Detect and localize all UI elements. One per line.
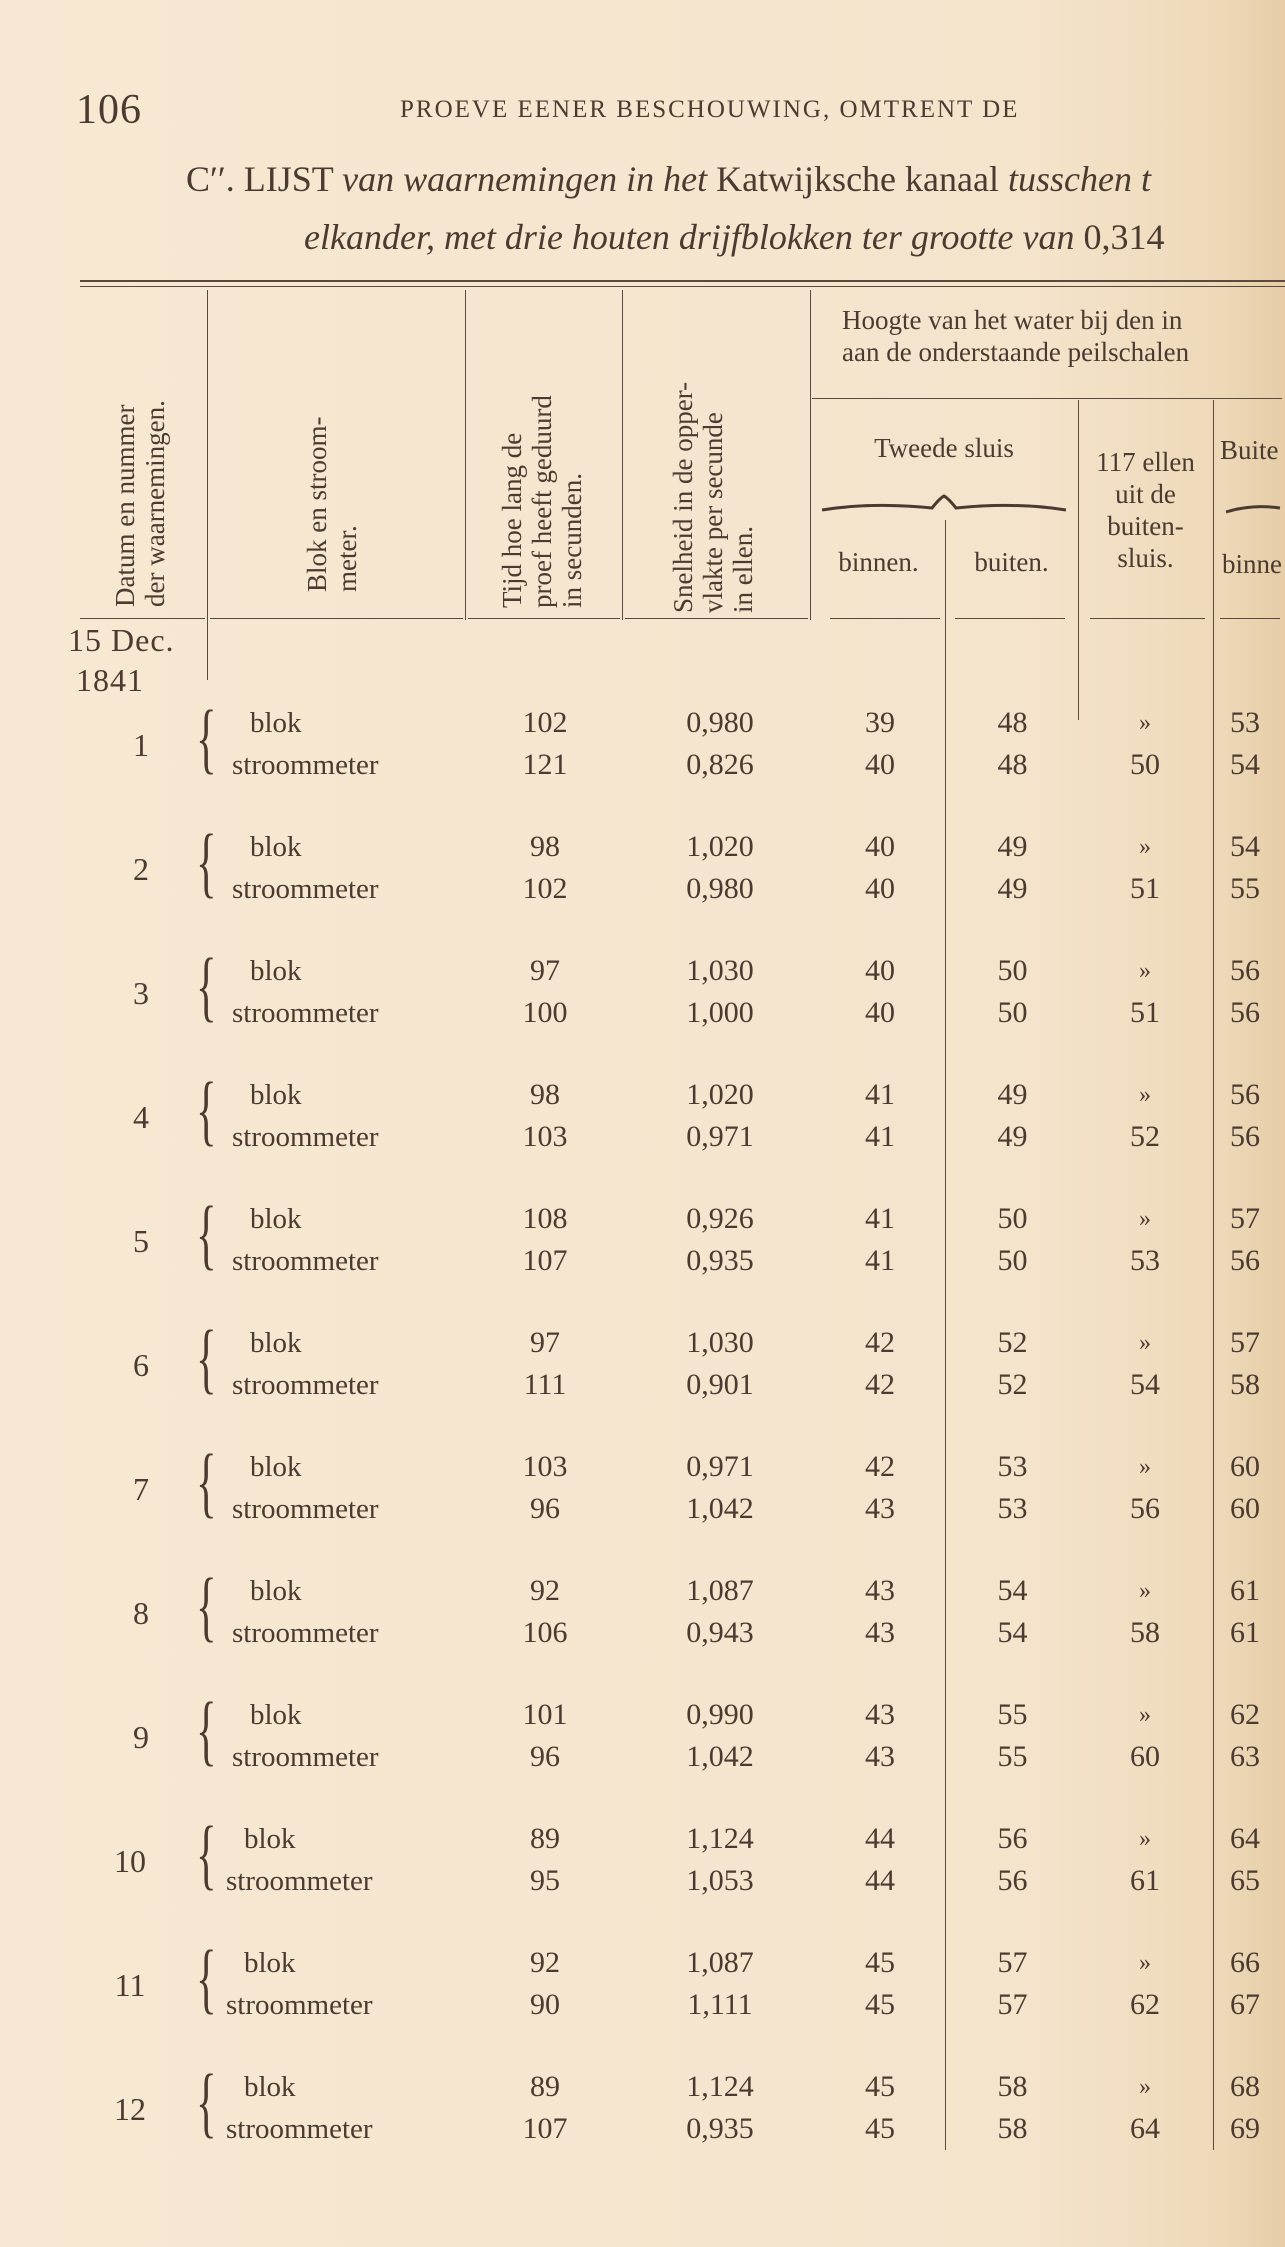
cell-last: 67	[1230, 1988, 1260, 2021]
cell-buiten: 52	[997, 1368, 1028, 1401]
cell-time: 108	[522, 1202, 568, 1235]
cell-last: 65	[1230, 1864, 1260, 1897]
cell-ellen: »	[1139, 2074, 1151, 2100]
top-rule	[80, 280, 1285, 282]
cell-last: 57	[1230, 1202, 1260, 1235]
row-label-blok: blok	[250, 707, 302, 739]
observation-number: 3	[133, 975, 149, 1011]
cell-time: 103	[522, 1450, 568, 1483]
cell-speed: 0,926	[686, 1202, 754, 1235]
cell-ellen: 51	[1130, 996, 1160, 1029]
observation-number: 7	[133, 1471, 149, 1507]
row-label-stroommeter: stroommeter	[232, 1617, 379, 1649]
cell-ellen: »	[1139, 1330, 1151, 1356]
cell-speed: 1,042	[686, 1740, 754, 1773]
cell-buiten: 53	[997, 1450, 1028, 1483]
cell-ellen: 64	[1130, 2112, 1160, 2145]
cell-time: 89	[530, 1822, 560, 1855]
cell-buiten: 55	[997, 1698, 1028, 1731]
col-divider	[622, 290, 623, 620]
observation-number: 12	[114, 2091, 146, 2127]
cell-time: 98	[530, 830, 560, 863]
header-buiten: buiten.	[974, 547, 1049, 577]
caption-line2-value: 0,314	[1083, 217, 1165, 257]
cell-ellen: »	[1139, 1206, 1151, 1232]
cell-last: 66	[1230, 1946, 1260, 1979]
cell-last: 56	[1230, 1244, 1260, 1277]
cell-binnen: 45	[865, 2112, 895, 2145]
header-underline	[830, 618, 940, 619]
row-label-stroommeter: stroommeter	[232, 873, 379, 905]
col-divider	[1213, 400, 1214, 620]
observation-number: 5	[133, 1223, 149, 1259]
cell-time: 121	[522, 748, 568, 781]
cell-last: 63	[1230, 1740, 1260, 1773]
cell-binnen: 40	[865, 996, 895, 1029]
cell-ellen: 52	[1130, 1120, 1160, 1153]
cell-speed: 1,087	[686, 1946, 754, 1979]
cell-ellen: »	[1139, 1702, 1151, 1728]
brace-mark: {	[196, 1934, 217, 2021]
row-label-stroommeter: stroommeter	[232, 1493, 379, 1525]
cell-last: 56	[1230, 1078, 1260, 1111]
cell-binnen: 45	[865, 2070, 895, 2103]
header-tweede-sluis: Tweede sluis	[874, 433, 1014, 463]
cell-time: 92	[530, 1946, 560, 1979]
cell-binnen: 39	[865, 706, 895, 739]
brace-mark: {	[196, 2058, 217, 2145]
cell-ellen: »	[1139, 1454, 1151, 1480]
header-duration: Tijd hoe lang de proef heeft geduurd in secunden.	[497, 395, 587, 608]
cell-binnen: 44	[865, 1864, 895, 1897]
cell-last: 54	[1230, 748, 1260, 781]
cell-buiten: 55	[997, 1740, 1028, 1773]
cell-buiten: 54	[997, 1616, 1028, 1649]
cell-last: 68	[1230, 2070, 1260, 2103]
cell-speed: 0,980	[686, 872, 754, 905]
row-label-stroommeter: stroommeter	[226, 2113, 373, 2145]
cell-buiten: 49	[997, 872, 1028, 905]
cell-ellen: 60	[1130, 1740, 1160, 1773]
header-underline	[210, 618, 463, 619]
brace-ornament-partial	[1222, 494, 1282, 524]
cell-buiten: 49	[997, 1120, 1028, 1153]
cell-buiten: 50	[997, 996, 1028, 1029]
cell-binnen: 42	[865, 1368, 895, 1401]
cell-time: 97	[530, 954, 560, 987]
cell-ellen: 50	[1130, 748, 1160, 781]
brace-mark: {	[196, 1066, 217, 1153]
cell-time: 96	[530, 1492, 560, 1525]
row-label-stroommeter: stroommeter	[232, 1121, 379, 1153]
cell-binnen: 40	[865, 872, 895, 905]
row-label-blok: blok	[250, 1699, 302, 1731]
cell-binnen: 41	[865, 1078, 895, 1111]
cell-buiten: 49	[997, 1078, 1028, 1111]
cell-speed: 0,971	[686, 1450, 754, 1483]
cell-buiten: 56	[997, 1864, 1028, 1897]
cell-speed: 1,030	[686, 1326, 754, 1359]
cell-buiten: 50	[997, 954, 1028, 987]
page-number: 106	[76, 87, 142, 133]
cell-last: 57	[1230, 1326, 1260, 1359]
brace-mark: {	[196, 1314, 217, 1401]
cell-speed: 1,000	[686, 996, 754, 1029]
cell-last: 54	[1230, 830, 1260, 863]
row-label-stroommeter: stroommeter	[232, 1741, 379, 1773]
body-col-divider	[945, 620, 946, 2150]
cell-time: 95	[530, 1864, 560, 1897]
brace-mark: {	[196, 1190, 217, 1277]
cell-speed: 1,111	[687, 1988, 753, 2021]
cell-binnen: 45	[865, 1988, 895, 2021]
cell-last: 56	[1230, 996, 1260, 1029]
row-label-stroommeter: stroommeter	[232, 1369, 379, 1401]
row-label-blok: blok	[244, 1823, 296, 1855]
row-label-blok: blok	[250, 1203, 302, 1235]
caption-part-d: tusschen	[1007, 159, 1132, 199]
observation-number: 8	[133, 1595, 149, 1631]
cell-last: 60	[1230, 1450, 1260, 1483]
cell-last: 69	[1230, 2112, 1260, 2145]
header-underline	[1220, 618, 1280, 619]
cell-time: 89	[530, 2070, 560, 2103]
cell-last: 61	[1230, 1574, 1260, 1607]
caption-part-e: t	[1140, 159, 1151, 199]
brace-mark: {	[196, 818, 217, 905]
brace-mark: {	[196, 694, 217, 781]
cell-ellen: »	[1139, 710, 1151, 736]
cell-binnen: 43	[865, 1616, 895, 1649]
cell-time: 96	[530, 1740, 560, 1773]
observation-number: 1	[133, 727, 149, 763]
cell-speed: 0,901	[686, 1368, 754, 1401]
cell-binnen: 43	[865, 1574, 895, 1607]
brace-ornament	[812, 492, 1076, 522]
cell-binnen: 41	[865, 1244, 895, 1277]
header-underline	[625, 618, 808, 619]
row-label-stroommeter: stroommeter	[232, 1245, 379, 1277]
body-col-divider	[207, 620, 208, 680]
cell-binnen: 41	[865, 1202, 895, 1235]
cell-time: 97	[530, 1326, 560, 1359]
row-label-blok: blok	[244, 2071, 296, 2103]
header-binne: binne	[1222, 549, 1282, 579]
cell-speed: 1,020	[686, 830, 754, 863]
cell-last: 60	[1230, 1492, 1260, 1525]
cell-time: 103	[522, 1120, 568, 1153]
cell-speed: 0,980	[686, 706, 754, 739]
cell-buiten: 49	[997, 830, 1028, 863]
cell-speed: 0,935	[686, 1244, 754, 1277]
cell-speed: 0,826	[686, 748, 754, 781]
cell-time: 102	[522, 872, 568, 905]
row-label-stroommeter: stroommeter	[226, 1865, 373, 1897]
row-label-blok: blok	[250, 1451, 302, 1483]
header-underline	[1090, 618, 1205, 619]
caption-part-b: Katwijksche	[716, 159, 897, 199]
cell-speed: 1,124	[686, 1822, 754, 1855]
cell-last: 61	[1230, 1616, 1260, 1649]
col-divider	[465, 290, 466, 620]
cell-speed: 1,042	[686, 1492, 754, 1525]
cell-last: 56	[1230, 1120, 1260, 1153]
header-water-height: Hoogte van het water bij den in aan de onderstaande peilschalen	[842, 305, 1190, 367]
observation-date: 15 Dec.	[68, 622, 175, 658]
cell-binnen: 41	[865, 1120, 895, 1153]
brace-mark: {	[196, 1810, 217, 1897]
cell-binnen: 45	[865, 1946, 895, 1979]
cell-last: 55	[1230, 872, 1260, 905]
row-label-blok: blok	[250, 1575, 302, 1607]
header-underline	[955, 618, 1065, 619]
cell-buiten: 50	[997, 1244, 1028, 1277]
row-label-stroommeter: stroommeter	[232, 997, 379, 1029]
cell-ellen: 58	[1130, 1616, 1160, 1649]
observation-number: 10	[114, 1843, 146, 1879]
cell-time: 100	[522, 996, 568, 1029]
caption-part-a: van waarnemingen in het	[342, 159, 708, 199]
header-date-number: Datum en nummer der waarnemingen.	[110, 400, 170, 607]
cell-buiten: 52	[997, 1326, 1028, 1359]
cell-last: 56	[1230, 954, 1260, 987]
cell-ellen: »	[1139, 1578, 1151, 1604]
cell-speed: 1,053	[686, 1864, 754, 1897]
cell-time: 107	[522, 1244, 568, 1277]
top-rule-thin	[80, 286, 1285, 287]
cell-time: 102	[522, 706, 568, 739]
header-surface-speed: Snelheid in de opper- vlakte per secunde in ellen.	[668, 381, 758, 613]
cell-ellen: 51	[1130, 872, 1160, 905]
row-label-blok: blok	[244, 1947, 296, 1979]
cell-time: 92	[530, 1574, 560, 1607]
header-blok-stroommeter: Blok en stroom- meter.	[302, 416, 362, 592]
brace-mark: {	[196, 942, 217, 1029]
cell-ellen: 53	[1130, 1244, 1160, 1277]
cell-speed: 0,990	[686, 1698, 754, 1731]
cell-binnen: 43	[865, 1698, 895, 1731]
cell-ellen: 54	[1130, 1368, 1160, 1401]
cell-binnen: 40	[865, 954, 895, 987]
observation-number: 2	[133, 851, 149, 887]
brace-mark: {	[196, 1438, 217, 1525]
table-caption-line1	[186, 158, 1151, 200]
col-divider	[207, 290, 208, 620]
cell-binnen: 43	[865, 1492, 895, 1525]
cell-speed: 1,020	[686, 1078, 754, 1111]
cell-last: 53	[1230, 706, 1260, 739]
cell-last: 62	[1230, 1698, 1260, 1731]
cell-binnen: 40	[865, 748, 895, 781]
caption-line2-italic: elkander, met drie houten drijfblokken ter grootte van	[304, 217, 1075, 257]
observation-number: 6	[133, 1347, 149, 1383]
cell-binnen: 42	[865, 1450, 895, 1483]
cell-time: 107	[522, 2112, 568, 2145]
cell-last: 64	[1230, 1822, 1260, 1855]
row-label-blok: blok	[250, 1327, 302, 1359]
cell-buiten: 58	[997, 2070, 1028, 2103]
cell-speed: 1,087	[686, 1574, 754, 1607]
observation-number: 11	[114, 1967, 146, 2003]
cell-time: 111	[523, 1368, 567, 1401]
observation-year: 1841	[76, 662, 144, 698]
cell-buiten: 54	[997, 1574, 1028, 1607]
body-col-divider	[1078, 620, 1079, 720]
row-label-stroommeter: stroommeter	[232, 749, 379, 781]
body-col-divider	[1213, 620, 1214, 2150]
cell-speed: 0,935	[686, 2112, 754, 2145]
cell-last: 58	[1230, 1368, 1260, 1401]
cell-binnen: 43	[865, 1740, 895, 1773]
cell-ellen: 62	[1130, 1988, 1160, 2021]
col-divider	[810, 290, 811, 620]
cell-buiten: 48	[997, 748, 1028, 781]
cell-time: 101	[522, 1698, 568, 1731]
cell-buiten: 57	[997, 1946, 1028, 1979]
cell-time: 90	[530, 1988, 560, 2021]
cell-speed: 0,971	[686, 1120, 754, 1153]
cell-binnen: 40	[865, 830, 895, 863]
header-117-ellen: 117 ellen uit de buiten- sluis.	[1096, 447, 1195, 573]
row-label-blok: blok	[250, 1079, 302, 1111]
cell-time: 106	[522, 1616, 568, 1649]
cell-speed: 1,124	[686, 2070, 754, 2103]
cell-buiten: 58	[997, 2112, 1028, 2145]
header-binnen: binnen.	[838, 547, 919, 577]
cell-speed: 1,030	[686, 954, 754, 987]
cell-binnen: 42	[865, 1326, 895, 1359]
running-title: PROEVE EENER BESCHOUWING, OMTRENT DE	[400, 96, 1020, 123]
brace-mark: {	[196, 1562, 217, 1649]
row-label-stroommeter: stroommeter	[226, 1989, 373, 2021]
cell-binnen: 44	[865, 1822, 895, 1855]
cell-time: 98	[530, 1078, 560, 1111]
cell-buiten: 56	[997, 1822, 1028, 1855]
cell-buiten: 57	[997, 1988, 1028, 2021]
table-caption-line2	[304, 216, 1164, 258]
cell-ellen: »	[1139, 834, 1151, 860]
cell-ellen: 61	[1130, 1864, 1160, 1897]
cell-ellen: »	[1139, 1950, 1151, 1976]
header-underline	[80, 618, 205, 619]
header-subrule	[812, 398, 1282, 399]
caption-prefix: C′′. LIJST	[186, 159, 334, 199]
observation-number: 4	[133, 1099, 149, 1135]
cell-buiten: 53	[997, 1492, 1028, 1525]
row-label-blok: blok	[250, 831, 302, 863]
cell-ellen: »	[1139, 1082, 1151, 1108]
header-buite: Buite	[1220, 435, 1279, 465]
header-underline	[468, 618, 620, 619]
row-label-blok: blok	[250, 955, 302, 987]
cell-buiten: 50	[997, 1202, 1028, 1235]
observation-number: 9	[133, 1719, 149, 1755]
cell-buiten: 48	[997, 706, 1028, 739]
cell-ellen: 56	[1130, 1492, 1160, 1525]
brace-mark: {	[196, 1686, 217, 1773]
cell-ellen: »	[1139, 1826, 1151, 1852]
caption-part-c: kanaal	[905, 159, 999, 199]
cell-ellen: »	[1139, 958, 1151, 984]
cell-speed: 0,943	[686, 1616, 754, 1649]
